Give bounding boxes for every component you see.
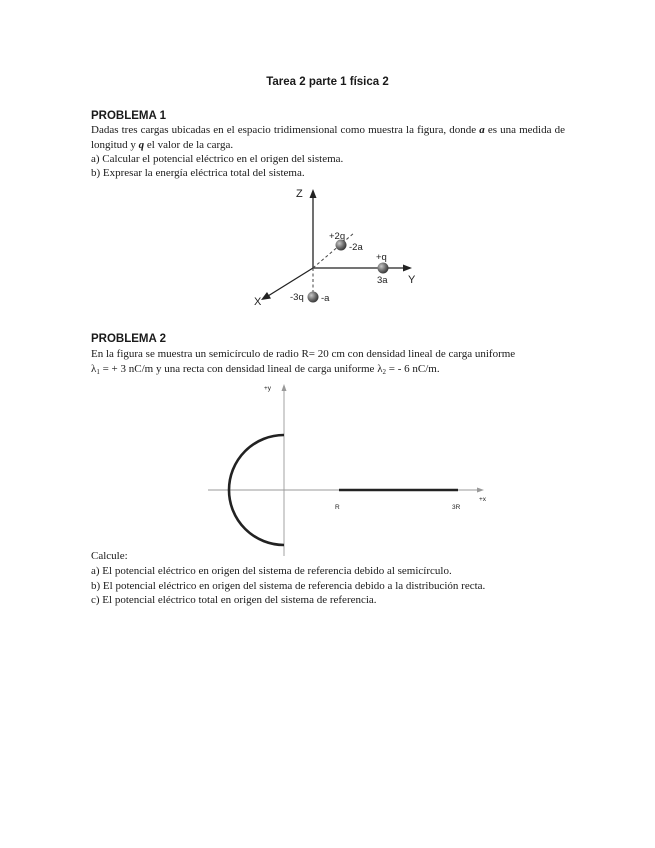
x-axis-arrow: [477, 488, 484, 493]
problem1-item-b: b) Expresar la energía eléctrica total del sistema.: [91, 167, 305, 179]
label-3r: 3R: [452, 504, 461, 511]
x-axis-arrow: [261, 292, 271, 300]
lambda-1-symbol: λ: [91, 363, 97, 375]
y-axis-arrow: [403, 265, 412, 272]
label-axis-x: +x: [479, 496, 487, 503]
problem2-item-b: b) El potencial eléctrico en origen del sistema de referencia debido a la distribución recta.: [91, 580, 486, 592]
label-axis-z: Z: [296, 188, 303, 200]
problem2-calc-label: Calcule:: [91, 550, 128, 562]
problem2-item-a: a) El potencial eléctrico en origen del sistema de referencia debido al semicírculo.: [91, 565, 452, 577]
problem2-intro-text-b: = - 6 nC/m.: [386, 363, 440, 375]
problem1-heading: PROBLEMA 1: [91, 110, 166, 122]
figure-3d-charges: [250, 183, 425, 308]
problem1-item-a: a) Calcular el potencial eléctrico en el origen del sistema.: [91, 153, 344, 165]
problem1-intro-text-a: Dadas tres cargas ubicadas en el espacio tridimensional como muestra la figura, donde: [91, 124, 480, 136]
document-title: Tarea 2 parte 1 física 2: [266, 76, 389, 88]
lambda-1-subscript: 1: [96, 368, 100, 376]
label-r: R: [335, 504, 340, 511]
label-charge-minus-3q: -3q: [290, 292, 304, 303]
problem1-intro: [91, 123, 565, 152]
lambda-2-symbol: λ: [377, 363, 383, 375]
label-charge-plus-2q: +2q: [329, 231, 346, 242]
problem1-intro-text-c: el valor de la carga.: [144, 138, 234, 151]
problem2-intro-line1: En la figura se muestra un semicírculo de radio R= 20 cm con densidad lineal de carga uniforme: [91, 348, 516, 360]
problem2-intro-line2: [91, 362, 565, 380]
label-axis-y: Y: [408, 274, 416, 286]
z-axis-arrow: [310, 189, 317, 198]
lambda-2-subscript: 2: [382, 368, 387, 376]
problem2-item-c: c) El potencial eléctrico total en origen del sistema de referencia.: [91, 594, 377, 606]
charge-plus-q: [378, 263, 389, 274]
label-charge-plus-q: +q: [376, 252, 387, 263]
label-axis-y: +y: [264, 385, 272, 392]
figure-semicircle-line: [200, 380, 500, 560]
label-pos-minus-a: -a: [321, 293, 330, 304]
label-pos-minus-2a: -2a: [349, 242, 363, 253]
variable-a: a: [479, 124, 485, 136]
charge-minus-3q: [308, 292, 319, 303]
label-pos-3a: 3a: [377, 275, 388, 286]
variable-q: q: [138, 138, 145, 151]
y-axis-arrow: [282, 384, 287, 391]
label-axis-x: X: [254, 296, 262, 308]
problem2-heading: PROBLEMA 2: [91, 333, 166, 345]
problem1-intro-text-b: es una medida de longitud y: [91, 124, 565, 151]
problem2-intro-text-a: = + 3 nC/m y una recta con densidad lineal de carga uniforme: [99, 363, 378, 375]
